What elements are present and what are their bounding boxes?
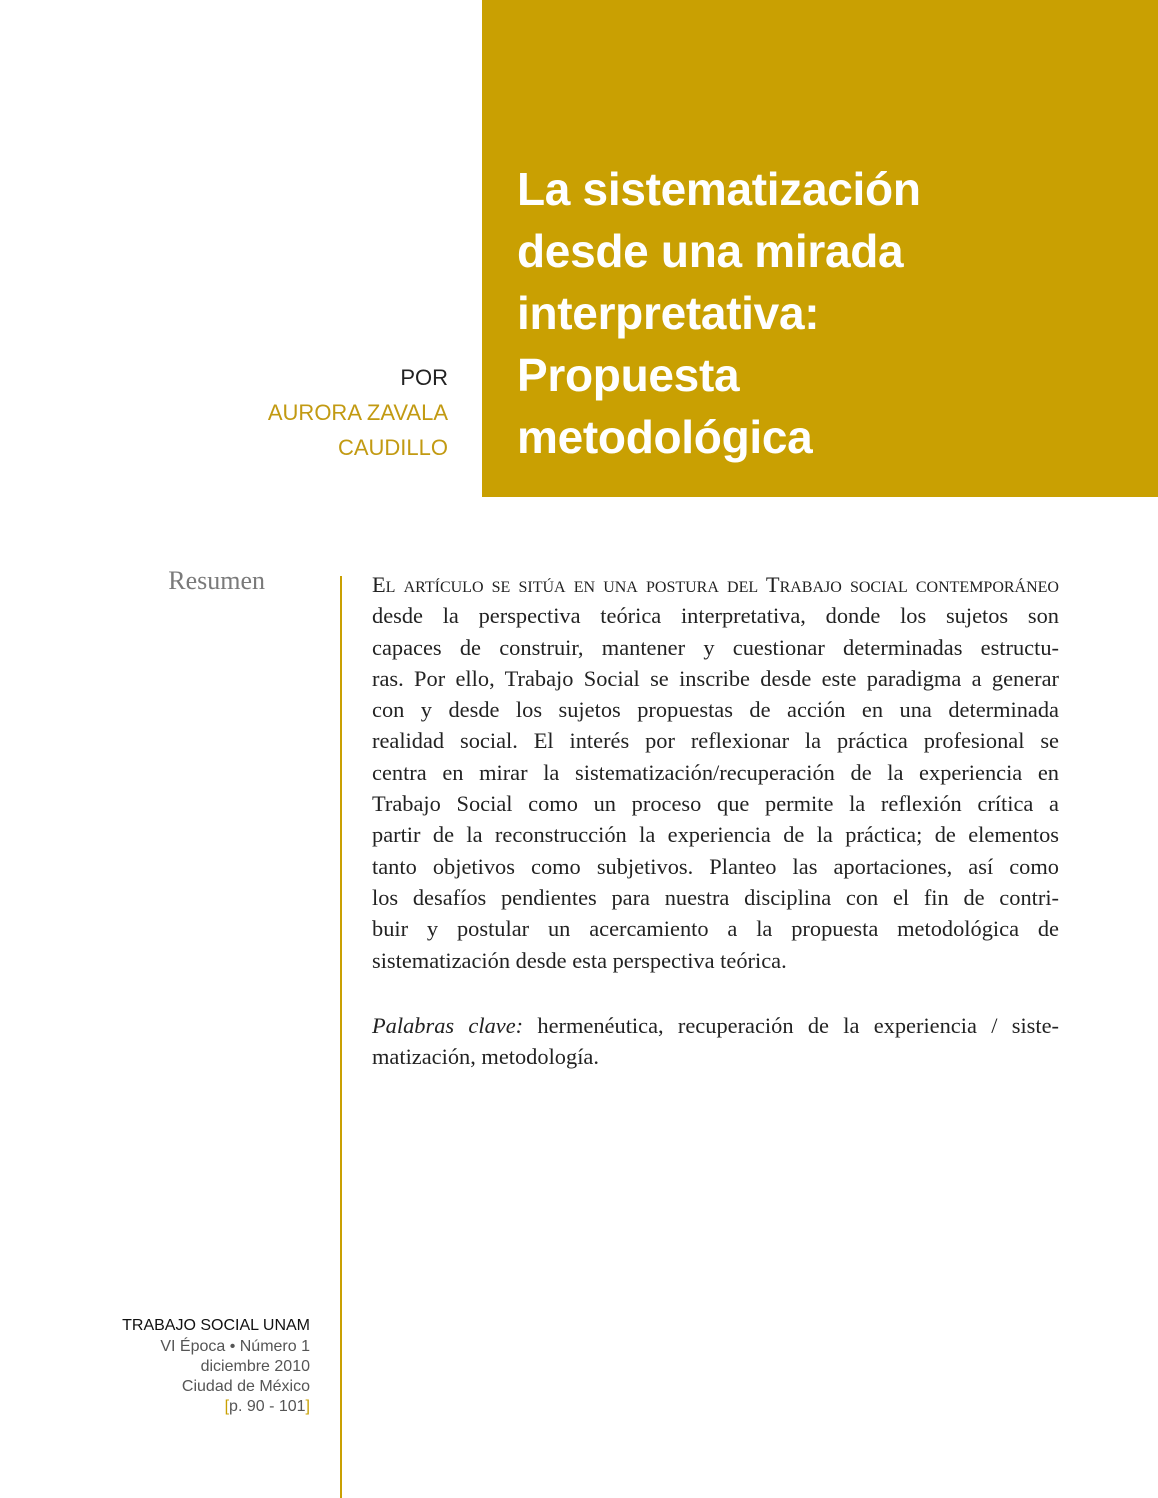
journal-date: diciembre 2010 xyxy=(200,1358,310,1375)
keywords-line xyxy=(372,1010,1059,1041)
byline-por: POR xyxy=(400,365,448,390)
keywords xyxy=(372,1010,1059,1073)
title-line: desde una mirada xyxy=(517,225,904,277)
abstract-line: desde la perspectiva teórica interpretativa, donde los sujetos son xyxy=(372,603,1059,629)
title-line: Propuesta xyxy=(517,349,740,401)
abstract-line: centra en mirar la sistematización/recuperación de la experiencia en xyxy=(372,759,1059,785)
byline xyxy=(268,360,448,465)
abstract-line: partir de la reconstrucción la experiencia de la práctica; de elementos xyxy=(372,822,1059,848)
journal-epoch: VI Época • Número 1 xyxy=(160,1338,310,1355)
abstract-heading: Resumen xyxy=(168,566,265,595)
title-banner xyxy=(482,0,1158,497)
vertical-divider xyxy=(340,576,342,1498)
abstract-line: capaces de construir, mantener y cuestionar determinadas estructu- xyxy=(372,634,1059,660)
author-name-line: AURORA ZAVALA xyxy=(267,400,448,425)
abstract-line: Trabajo Social como un proceso que permite la reflexión crítica a xyxy=(372,791,1059,817)
journal-city: Ciudad de México xyxy=(181,1378,310,1395)
author-name-line: CAUDILLO xyxy=(337,435,448,460)
journal-pages-line xyxy=(122,1397,310,1417)
bracket-open: [ xyxy=(224,1398,230,1415)
keywords-label: Palabras clave: xyxy=(372,1013,524,1038)
journal-name: TRABAJO SOCIAL UNAM xyxy=(122,1317,310,1334)
title-line: metodológica xyxy=(517,411,813,463)
title-line: La sistematización xyxy=(517,163,921,215)
keywords-text: hermenéutica, recuperación de la experiencia / siste- xyxy=(523,1013,1059,1038)
journal-info xyxy=(122,1316,310,1417)
abstract-line: sistematización desde esta perspectiva teórica. xyxy=(372,947,787,973)
abstract-line: tanto objetivos como subjetivos. Planteo las aportaciones, así como xyxy=(372,853,1059,879)
keywords-line: matización, metodología. xyxy=(372,1044,599,1070)
journal-pages: p. 90 - 101 xyxy=(229,1398,306,1415)
abstract-line: con y desde los sujetos propuestas de acción en una determinada xyxy=(372,697,1059,723)
bracket-close: ] xyxy=(305,1398,310,1415)
abstract-line: los desafíos pendientes para nuestra disciplina con el fin de contri- xyxy=(372,884,1059,910)
abstract-line: ras. Por ello, Trabajo Social se inscribe desde este paradigma a generar xyxy=(372,665,1059,691)
abstract-line: El artículo se sitúa en una postura del Trabajo social contemporáneo xyxy=(372,572,1059,597)
article-title xyxy=(517,158,1137,468)
abstract-line: buir y postular un acercamiento a la propuesta metodológica de xyxy=(372,916,1059,942)
abstract-line: realidad social. El interés por reflexionar la práctica profesional se xyxy=(372,728,1059,754)
title-line: interpretativa: xyxy=(517,287,820,339)
abstract-body xyxy=(372,569,1059,976)
